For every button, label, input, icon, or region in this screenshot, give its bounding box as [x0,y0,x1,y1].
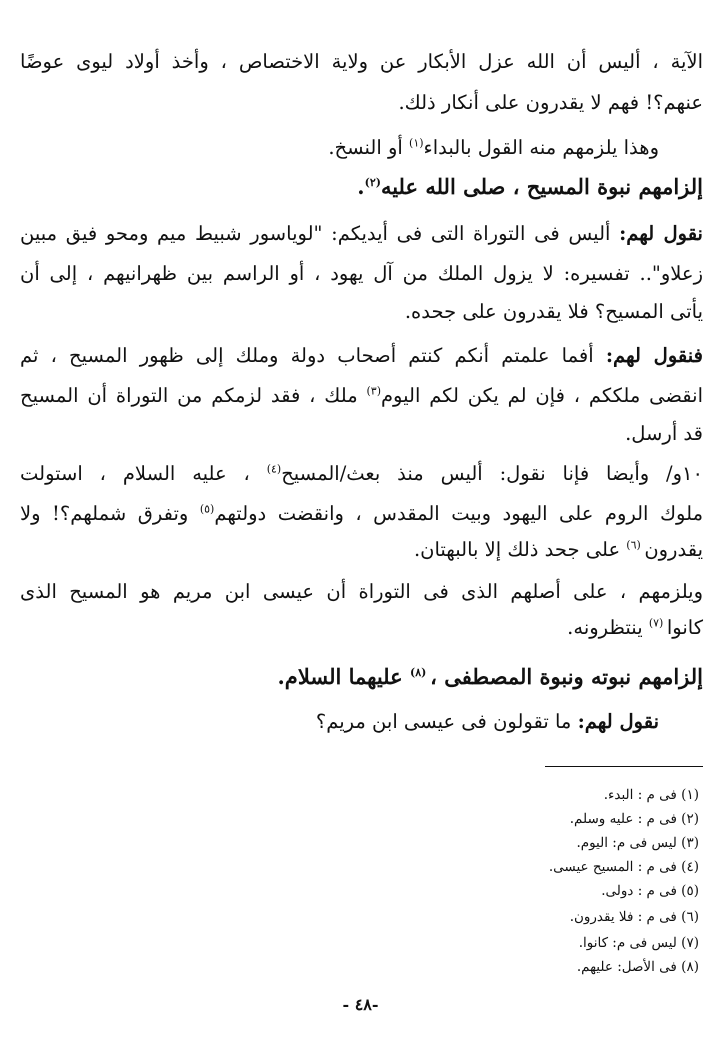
paragraph-4-line-1 [20,336,703,376]
paragraph-3-text-1: أليس فى التوراة التى فى أيديكم: "لوياسور شبيط ميم ومحو فيق مبين [20,222,620,245]
section-heading-1-end: . [357,174,365,199]
footnote-4: (٤) فى م : المسيح عيسى. [548,859,699,875]
section-heading-2 [20,656,703,698]
paragraph-5-text-3a: يقدرون [644,538,703,561]
paragraph-4-text-2a: انقضى ملككم ، فإن لم يكن لكم اليوم [380,384,703,407]
paragraph-6-text-2b: ينتظرونه. [567,616,649,639]
paragraph-2-text-b: أو النسخ. [328,136,410,159]
paragraph-4-text-2b: ملك ، فقد لزمكم من التوراة أن المسيح [20,384,367,407]
paragraph-4-line-2 [20,376,703,416]
footnote-3: (٣) ليس فى م: اليوم. [576,835,699,851]
footnote-separator [545,766,703,767]
footnote-marker-3: (٣) [366,384,381,398]
footnote-2: (٢) فى م : عليه وسلم. [569,811,699,827]
section-heading-1 [20,166,703,208]
paragraph-1-line-2: عنهم؟! فهم لا يقدرون على أنكار ذلك. [398,91,703,114]
paragraph-7-lead: نقول لهم: [577,710,659,733]
paragraph-6-line-2 [20,608,703,648]
paragraph-4-lead: فنقول لهم: [605,344,703,367]
footnote-marker-2: (٢) [364,176,381,189]
section-heading-1-text: إلزامهم نبوة المسيح ، صلى الله عليه [380,174,703,199]
paragraph-5-line-3 [20,530,703,570]
paragraph-3-line-2: زعلاو".. تفسيره: لا يزول الملك من آل يهود ، أو الراسم بين ظهرانيهم ، إلى أن [20,262,703,285]
paragraph-3-line-3: يأتى المسيح؟ فلا يقدرون على جحده. [404,300,703,323]
section-heading-2-end: عليهما السلام. [277,664,410,689]
paragraph-4-text-1: أفما علمتم أنكم كنتم أصحاب دولة وملك إلى ظهور المسيح ، ثم [20,344,606,367]
paragraph-3-lead: نقول لهم: [619,222,703,245]
paragraph-5-text-1b: ، عليه السلام ، استولت [20,462,267,485]
footnote-marker-5: (٥) [199,502,215,516]
paragraph-5-line-2 [20,494,703,534]
section-heading-2-text: إلزامهم نبوته ونبوة المصطفى ، [430,664,703,689]
footnote-8: (٨) فى الأصل: عليهم. [576,959,699,975]
paragraph-2-line-1 [20,128,659,168]
paragraph-7-line-1 [20,702,659,742]
paragraph-7-text-1: ما تقولون فى عيسى ابن مريم؟ [315,710,578,733]
paragraph-5-line-1 [20,454,703,494]
paragraph-4-line-3: قد أرسل. [625,422,703,445]
paragraph-6-line-1: ويلزمهم ، على أصلهم الذى فى التوراة أن عيسى ابن مريم هو المسيح الذى [20,580,703,603]
paragraph-5-text-3b: على جحد ذلك إلا بالبهتان. [413,538,627,561]
footnote-marker-1: (١) [409,136,424,150]
footnote-marker-6: (٦) [626,538,645,552]
paragraph-5-text-1a: ١٠و/ وأيضا فإنا نقول: أليس منذ بعث/المسيح [281,462,703,485]
footnote-1: (١) فى م : البدء. [603,787,699,803]
page-number: -٤٨ - [342,995,379,1014]
paragraph-5-text-2a: ملوك الروم على اليهود وبيت المقدس ، وانقضت دولتهم [214,502,704,525]
paragraph-2-text-a: وهذا يلزمهم منه القول بالبداء [423,136,659,159]
footnote-marker-8: (٨) [409,666,431,679]
paragraph-6-text-2a: كانوا [666,616,703,639]
footnote-marker-7: (٧) [648,616,667,630]
paragraph-1-line-1: الآية ، أليس أن الله عزل الأبكار عن ولاية الاختصاص ، وأخذ أولاد ليوى عوضًا [20,50,703,73]
footnote-5: (٥) فى م : دولى. [601,883,699,899]
footnote-6: (٦) فى م : فلا يقدرون. [569,909,699,925]
footnote-marker-4: (٤) [266,462,282,476]
paragraph-5-text-2b: وتفرق شملهم؟! ولا [20,502,200,525]
footnote-7: (٧) ليس فى م: كانوا. [578,935,699,951]
paragraph-3-line-1 [20,214,703,254]
